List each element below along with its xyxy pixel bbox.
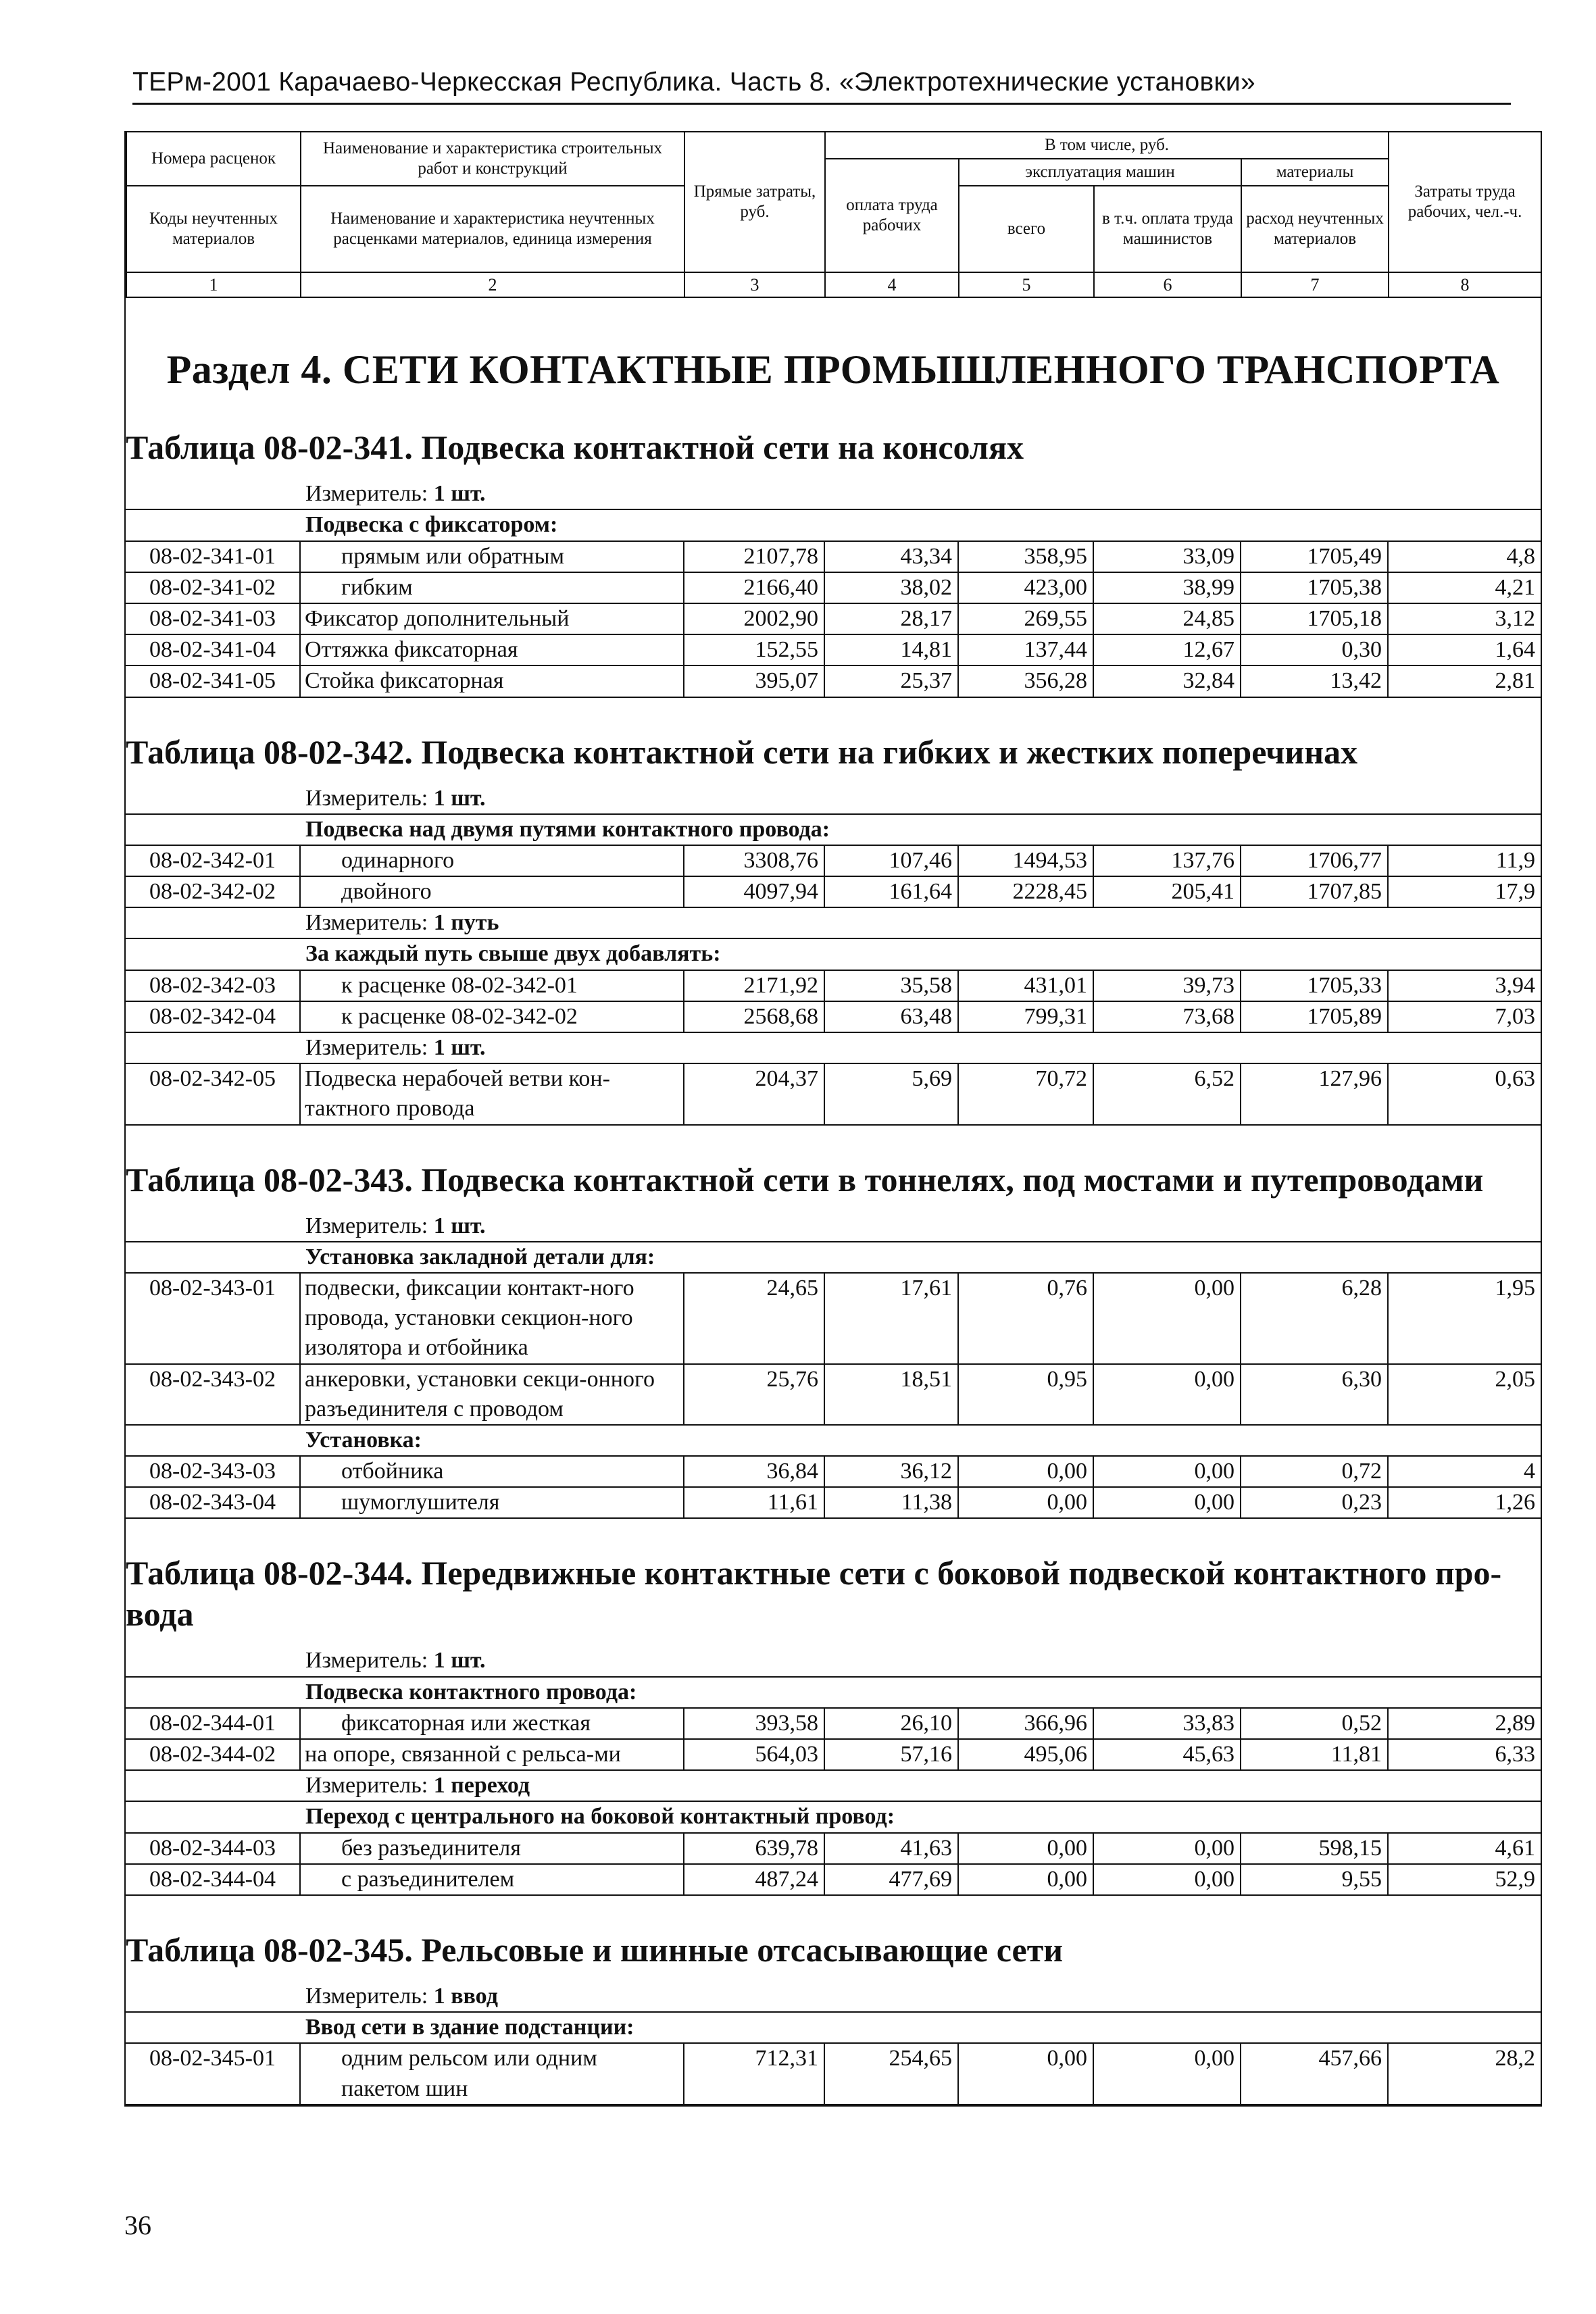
table-343: [126, 1211, 1541, 1519]
col4-header: оплата труда рабочих: [825, 159, 959, 272]
table-row: 08-02-341-04 Оттяжка фиксаторная 152,55 14,81 137,44 12,67 0,30 1,64: [126, 634, 1541, 665]
table-343-title: Таблица 08-02-343. Подвеска контактной сети в тоннелях, под мостами и путепроводами: [126, 1160, 1484, 1199]
table-row: 08-02-345-01 одним рельсом или одним пакетом шин 712,31 254,65 0,00 0,00 457,66 28,2: [126, 2043, 1541, 2104]
table-row: 08-02-343-02 анкеровки, установки секци-онного разъединителя с проводом 25,76 18,51 0,95 0,00 6,30 2,05: [126, 1364, 1541, 1425]
group-label: Ввод сети в здание подстанции:: [300, 2012, 1541, 2043]
group-label: Установка закладной детали для:: [300, 1242, 1541, 1273]
table-row: 08-02-342-01 одинарного 3308,76 107,46 1494,53 137,76 1706,77 11,9: [126, 845, 1541, 876]
meter-label: Измеритель:: [305, 1213, 428, 1238]
col1-top-header: Номера расценок: [126, 132, 301, 186]
table-row: 08-02-342-05 Подвеска нерабочей ветви кон-тактного провода 204,37 5,69 70,72 6,52 127,96 0,63: [126, 1063, 1541, 1124]
table-row: 08-02-342-04 к расценке 08-02-342-02 2568,68 63,48 799,31 73,68 1705,89 7,03: [126, 1001, 1541, 1032]
table-row: 08-02-344-03 без разъединителя 639,78 41,63 0,00 0,00 598,15 4,61: [126, 1833, 1541, 1864]
table-344-title: Таблица 08-02-344. Передвижные контактные сети с боковой подвеской контактного про-вода: [126, 1554, 1502, 1634]
col-number: 8: [1389, 272, 1541, 297]
meter-label: Измеритель:: [305, 785, 428, 811]
col2-top-header: Наименование и характеристика строительных работ и конструкций: [301, 132, 684, 186]
group-label: Подвеска контактного провода:: [300, 1677, 1541, 1708]
col2-bottom-header: Наименование и характеристика неучтенных расценками материалов, единица измерения: [301, 186, 684, 272]
document-body: [124, 131, 1542, 2107]
col-number: 4: [825, 272, 959, 297]
page-number: 36: [124, 2210, 151, 2240]
col-number: 7: [1241, 272, 1389, 297]
col1-bottom-header: Коды неучтенных материалов: [126, 186, 301, 272]
meter-label: Измеритель:: [305, 1773, 428, 1799]
group-label: Подвеска с фиксатором:: [300, 509, 1541, 540]
col-number: 2: [301, 272, 684, 297]
group-label: Установка:: [300, 1425, 1541, 1456]
materials-header: материалы: [1241, 159, 1389, 186]
table-row: 08-02-344-01 фиксаторная или жесткая 393,58 26,10 366,96 33,83 0,52 2,89: [126, 1708, 1541, 1739]
col7-header: расход неучтенных материалов: [1241, 186, 1389, 272]
table-row: 08-02-343-04 шумоглушителя 11,61 11,38 0,00 0,00 0,23 1,26: [126, 1487, 1541, 1518]
col-number: 5: [959, 272, 1094, 297]
meter-value: 1 шт.: [433, 1035, 486, 1060]
table-345: [126, 1982, 1541, 2105]
meter-label: Измеритель:: [305, 1983, 428, 2009]
table-row: 08-02-343-01 подвески, фиксации контакт-ного провода, установки секцион-ного изолятора и отбойника 24,65 17,61 0,76 0,00 6,28 1,95: [126, 1273, 1541, 1364]
incl-header: В том числе, руб.: [825, 132, 1389, 159]
table-row: 08-02-344-04 с разъединителем 487,24 477,69 0,00 0,00 9,55 52,9: [126, 1864, 1541, 1895]
group-label: Переход с центрального на боковой контактный провод:: [300, 1801, 1541, 1832]
table-342: [126, 784, 1541, 1126]
table-341-title: Таблица 08-02-341. Подвеска контактной сети на консолях: [126, 428, 1024, 467]
table-341: [126, 479, 1541, 697]
table-row: 08-02-341-05 Стойка фиксаторная 395,07 25,37 356,28 32,84 13,42 2,81: [126, 665, 1541, 697]
section-title: Раздел 4. СЕТИ КОНТАКТНЫЕ ПРОМЫШЛЕННОГО ТРАНСПОРТА: [166, 347, 1500, 393]
table-row: 08-02-341-03 Фиксатор дополнительный 2002,90 28,17 269,55 24,85 1705,18 3,12: [126, 603, 1541, 634]
meter-value: 1 ввод: [433, 1983, 498, 2009]
col6-header: в т.ч. оплата труда машинистов: [1094, 186, 1241, 272]
page-header: ТЕРм-2001 Карачаево-Черкесская Республика. Часть 8. «Электротехнические установки»: [132, 68, 1511, 105]
column-header-table: [126, 131, 1542, 298]
table-row: 08-02-341-01 прямым или обратным 2107,78 43,34 358,95 33,09 1705,49 4,8: [126, 541, 1541, 572]
meter-value: 1 шт.: [433, 1213, 486, 1238]
meter-label: Измеритель:: [305, 910, 428, 936]
table-row: 08-02-341-02 гибким 2166,40 38,02 423,00 38,99 1705,38 4,21: [126, 572, 1541, 603]
table-row: 08-02-342-02 двойного 4097,94 161,64 2228,45 205,41 1707,85 17,9: [126, 876, 1541, 907]
col-number: 6: [1094, 272, 1241, 297]
group-label: За каждый путь свыше двух добавлять:: [300, 938, 1541, 970]
meter-value: 1 шт.: [433, 1648, 486, 1674]
meter-value: 1 переход: [433, 1773, 530, 1799]
table-row: 08-02-343-03 отбойника 36,84 36,12 0,00 0,00 0,72 4: [126, 1456, 1541, 1487]
meter-label: Измеритель:: [305, 1648, 428, 1674]
meter-label: Измеритель:: [305, 1035, 428, 1060]
table-row: 08-02-344-02 на опоре, связанной с рельса-ми 564,03 57,16 495,06 45,63 11,81 6,33: [126, 1739, 1541, 1770]
meter-value: 1 шт.: [433, 481, 486, 507]
table-345-title: Таблица 08-02-345. Рельсовые и шинные отсасывающие сети: [126, 1930, 1064, 1969]
meter-label: Измеритель:: [305, 481, 428, 507]
meter-value: 1 шт.: [433, 785, 486, 811]
group-label: Подвеска над двумя путями контактного провода:: [300, 814, 1541, 845]
machines-header: эксплуатация машин: [959, 159, 1241, 186]
table-342-title: Таблица 08-02-342. Подвеска контактной сети на гибких и жестких поперечинах: [126, 732, 1357, 771]
col8-header: Затраты труда рабочих, чел.-ч.: [1389, 132, 1541, 272]
table-344: [126, 1646, 1541, 1896]
table-row: 08-02-342-03 к расценке 08-02-342-01 2171,92 35,58 431,01 39,73 1705,33 3,94: [126, 970, 1541, 1001]
col-number: 3: [684, 272, 825, 297]
col3-header: Прямые затраты, руб.: [684, 132, 825, 272]
col5-header: всего: [959, 186, 1094, 272]
meter-value: 1 путь: [433, 910, 499, 936]
col-number: 1: [126, 272, 301, 297]
